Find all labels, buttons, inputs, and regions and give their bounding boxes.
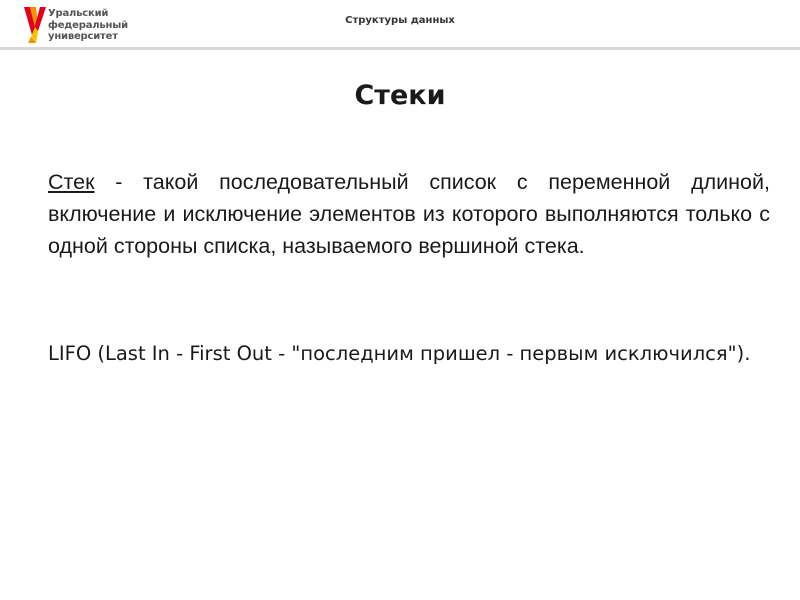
lifo-paragraph: LIFO (Last In - First Out - "последним пришел - первым исключился"). (48, 342, 751, 365)
header-divider (0, 47, 800, 50)
logo-line: Уральский (48, 8, 109, 19)
definition-paragraph (48, 166, 770, 262)
slide-title: Стеки (354, 80, 446, 111)
definition-text: - такой последовательный список с переменной длиной, включение и исключение элементов из которого выполняются только с одной стороны списка, называемого вершиной стека. (48, 170, 770, 258)
header-title: Структуры данных (345, 15, 455, 26)
logo-line: университет (48, 31, 118, 42)
university-logo (22, 5, 152, 47)
definition-term: Стек (48, 170, 95, 194)
logo-line: федеральный (48, 19, 128, 31)
